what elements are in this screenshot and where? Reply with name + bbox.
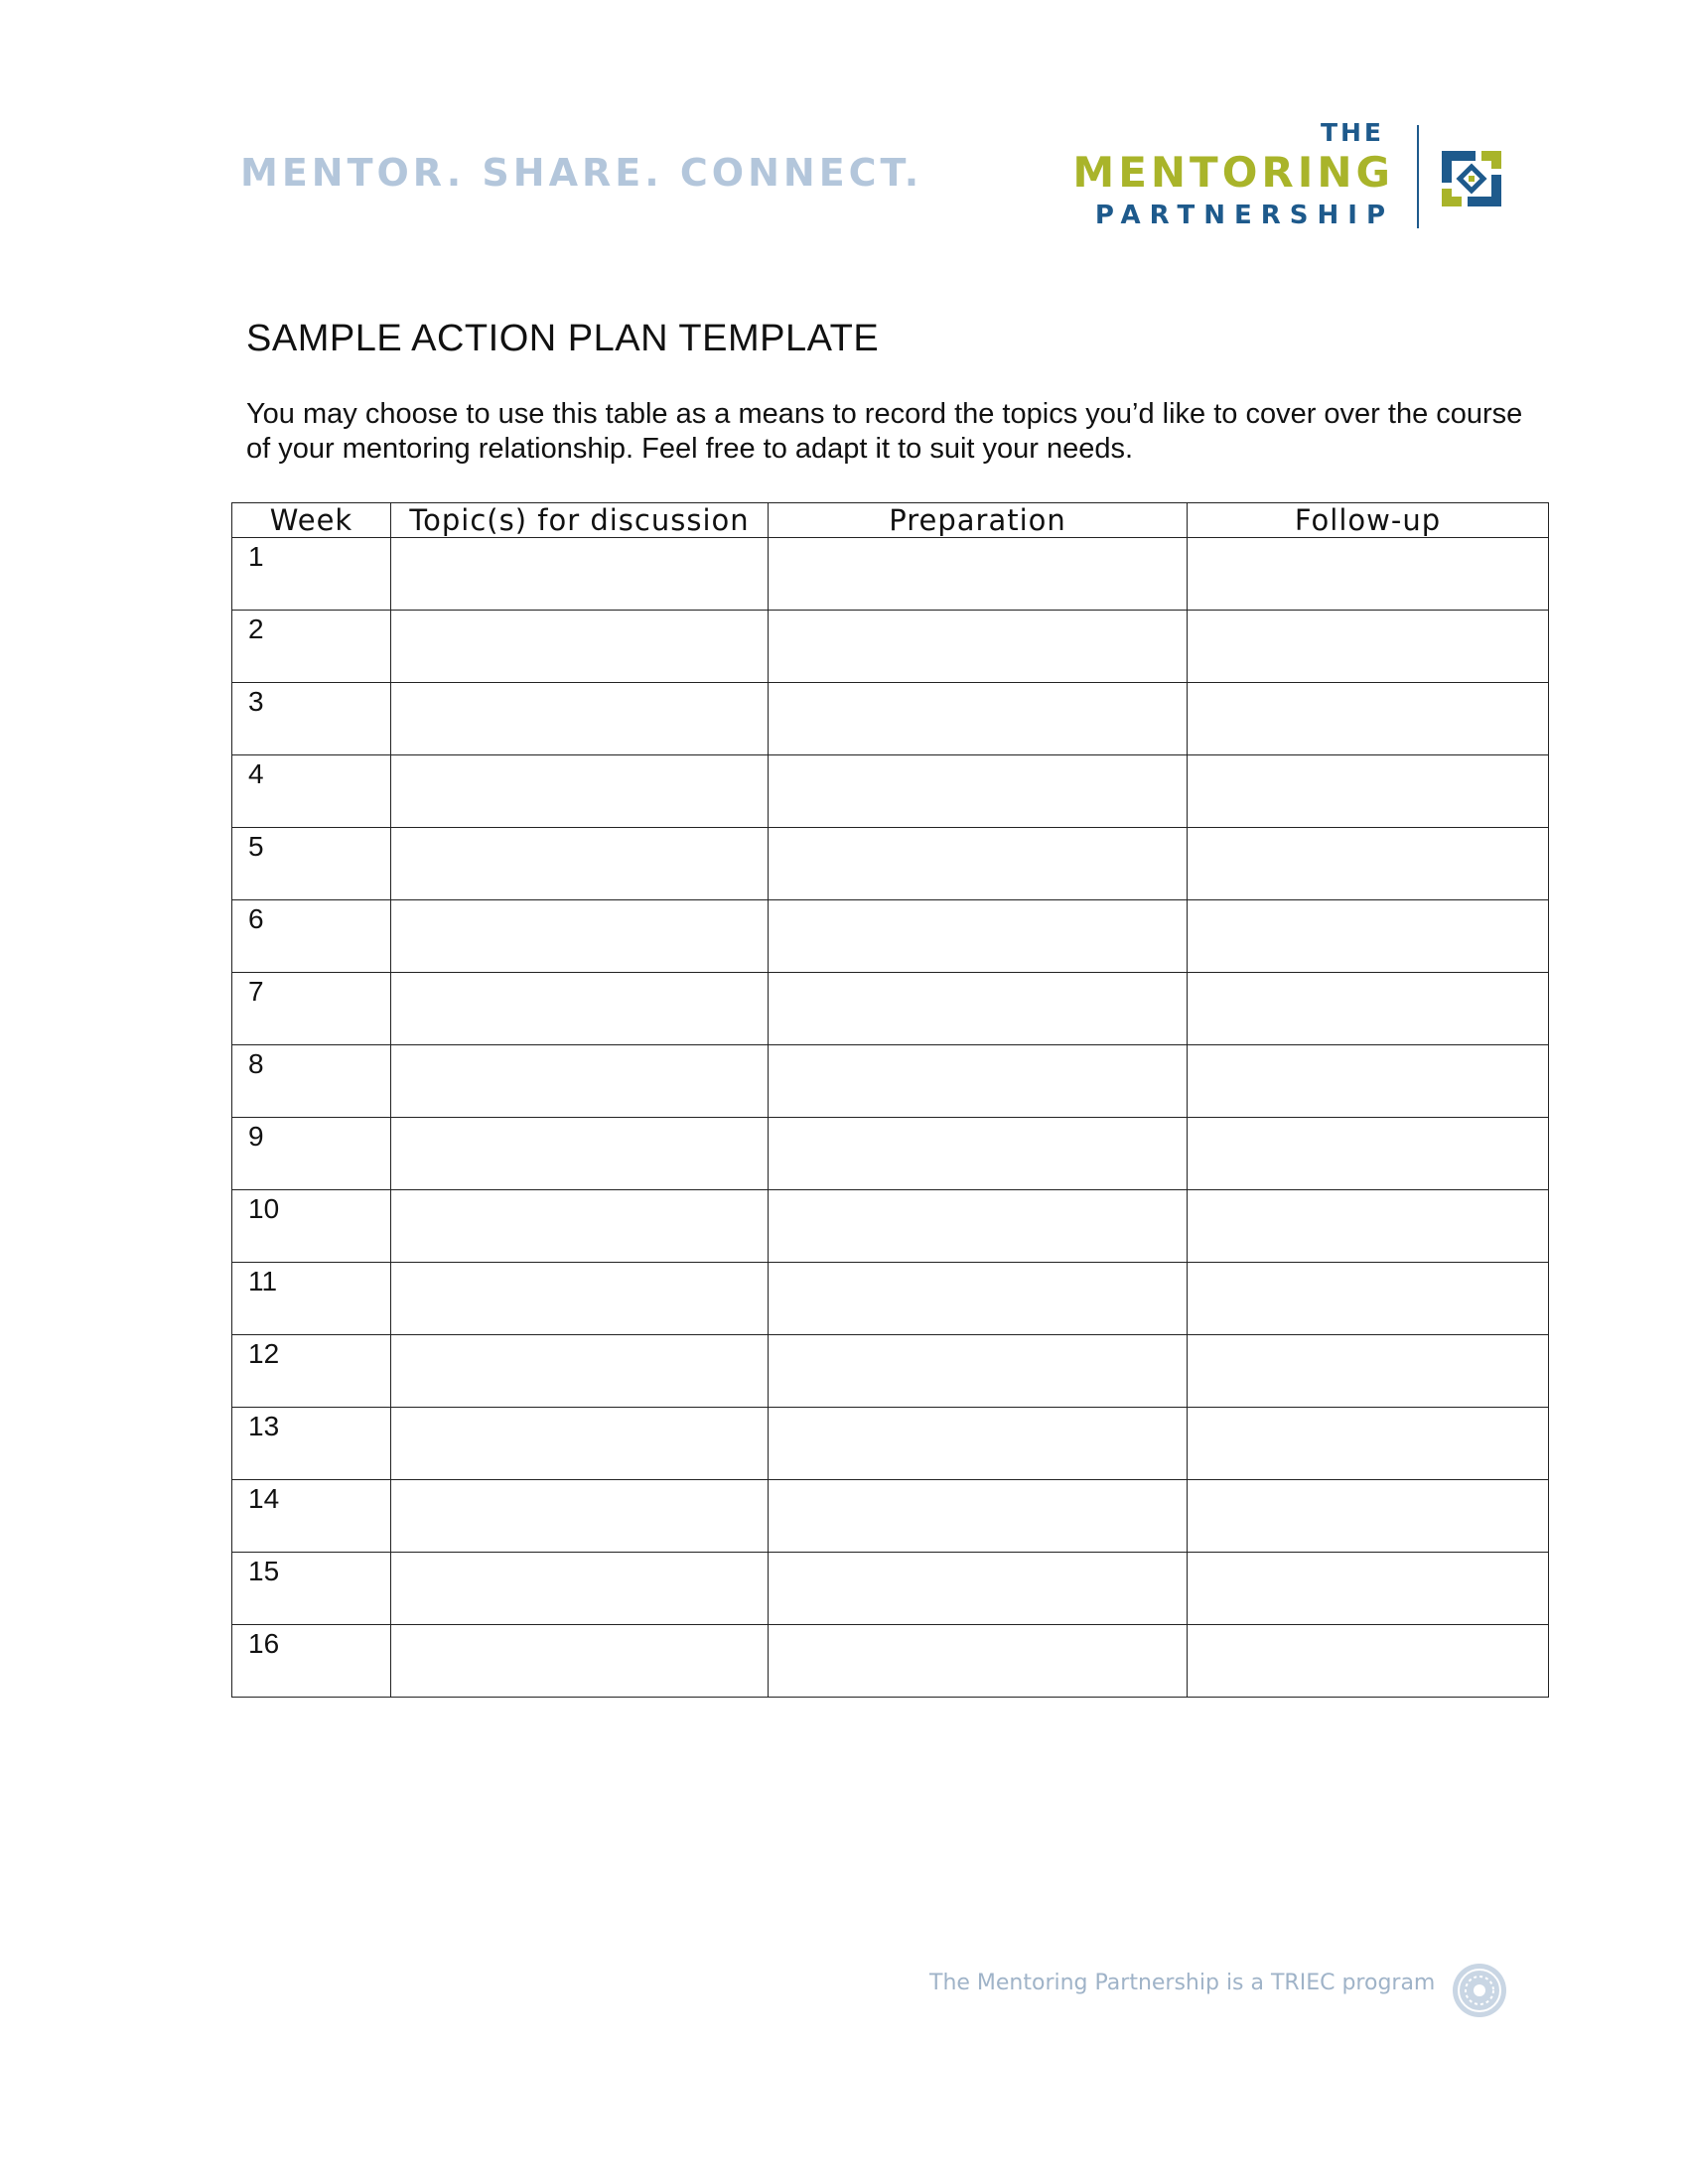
follow-up-cell[interactable] bbox=[1188, 1625, 1549, 1698]
preparation-cell[interactable] bbox=[769, 1408, 1188, 1480]
table-row bbox=[232, 1480, 1549, 1553]
logo-mark-icon bbox=[1436, 143, 1507, 214]
week-cell: 7 bbox=[232, 973, 391, 1045]
preparation-cell[interactable] bbox=[769, 683, 1188, 755]
topics-cell[interactable] bbox=[391, 538, 769, 611]
follow-up-cell[interactable] bbox=[1188, 1118, 1549, 1190]
header-topics: Topic(s) for discussion bbox=[391, 503, 769, 538]
topics-cell[interactable] bbox=[391, 900, 769, 973]
table-row bbox=[232, 1263, 1549, 1335]
table-row bbox=[232, 755, 1549, 828]
intro-paragraph: You may choose to use this table as a means to record the topics you’d like to cover over the course of your mentoring relationship. Feel free to adapt it to suit your needs. bbox=[246, 398, 1523, 465]
page-title: SAMPLE ACTION PLAN TEMPLATE bbox=[246, 318, 880, 359]
preparation-cell[interactable] bbox=[769, 1335, 1188, 1408]
follow-up-cell[interactable] bbox=[1188, 1408, 1549, 1480]
table-row bbox=[232, 1190, 1549, 1263]
table-row bbox=[232, 973, 1549, 1045]
week-cell: 5 bbox=[232, 828, 391, 900]
follow-up-cell[interactable] bbox=[1188, 900, 1549, 973]
header-week: Week bbox=[232, 503, 391, 538]
topics-cell[interactable] bbox=[391, 1263, 769, 1335]
preparation-cell[interactable] bbox=[769, 828, 1188, 900]
follow-up-cell[interactable] bbox=[1188, 1553, 1549, 1625]
week-cell: 8 bbox=[232, 1045, 391, 1118]
topics-cell[interactable] bbox=[391, 1480, 769, 1553]
follow-up-cell[interactable] bbox=[1188, 828, 1549, 900]
follow-up-cell[interactable] bbox=[1188, 1263, 1549, 1335]
topics-cell[interactable] bbox=[391, 683, 769, 755]
follow-up-cell[interactable] bbox=[1188, 973, 1549, 1045]
topics-cell[interactable] bbox=[391, 1625, 769, 1698]
logo-divider bbox=[1417, 125, 1419, 228]
table-row bbox=[232, 1118, 1549, 1190]
logo-the: THE bbox=[1320, 118, 1384, 147]
topics-cell[interactable] bbox=[391, 1045, 769, 1118]
follow-up-cell[interactable] bbox=[1188, 1045, 1549, 1118]
table-row bbox=[232, 611, 1549, 683]
week-cell: 11 bbox=[232, 1263, 391, 1335]
preparation-cell[interactable] bbox=[769, 611, 1188, 683]
logo bbox=[1072, 117, 1519, 236]
follow-up-cell[interactable] bbox=[1188, 1480, 1549, 1553]
preparation-cell[interactable] bbox=[769, 1190, 1188, 1263]
preparation-cell[interactable] bbox=[769, 1480, 1188, 1553]
preparation-cell[interactable] bbox=[769, 1553, 1188, 1625]
topics-cell[interactable] bbox=[391, 1190, 769, 1263]
week-cell: 10 bbox=[232, 1190, 391, 1263]
follow-up-cell[interactable] bbox=[1188, 755, 1549, 828]
table-row bbox=[232, 900, 1549, 973]
follow-up-cell[interactable] bbox=[1188, 611, 1549, 683]
topics-cell[interactable] bbox=[391, 1553, 769, 1625]
preparation-cell[interactable] bbox=[769, 755, 1188, 828]
header-follow-up: Follow-up bbox=[1188, 503, 1549, 538]
follow-up-cell[interactable] bbox=[1188, 538, 1549, 611]
topics-cell[interactable] bbox=[391, 1335, 769, 1408]
preparation-cell[interactable] bbox=[769, 1118, 1188, 1190]
table-row bbox=[232, 683, 1549, 755]
week-cell: 16 bbox=[232, 1625, 391, 1698]
table-row bbox=[232, 1045, 1549, 1118]
follow-up-cell[interactable] bbox=[1188, 1190, 1549, 1263]
week-cell: 2 bbox=[232, 611, 391, 683]
follow-up-cell[interactable] bbox=[1188, 1335, 1549, 1408]
tagline: MENTOR. SHARE. CONNECT. bbox=[240, 151, 923, 195]
table-row bbox=[232, 1335, 1549, 1408]
footer-text: The Mentoring Partnership is a TRIEC program bbox=[929, 1971, 1436, 1995]
table-row bbox=[232, 1625, 1549, 1698]
week-cell: 13 bbox=[232, 1408, 391, 1480]
week-cell: 12 bbox=[232, 1335, 391, 1408]
preparation-cell[interactable] bbox=[769, 900, 1188, 973]
preparation-cell[interactable] bbox=[769, 538, 1188, 611]
logo-wordmark bbox=[1072, 117, 1394, 234]
week-cell: 15 bbox=[232, 1553, 391, 1625]
topics-cell[interactable] bbox=[391, 611, 769, 683]
week-cell: 4 bbox=[232, 755, 391, 828]
preparation-cell[interactable] bbox=[769, 973, 1188, 1045]
action-plan-table bbox=[231, 502, 1549, 1698]
header-preparation: Preparation bbox=[769, 503, 1188, 538]
table-row bbox=[232, 1553, 1549, 1625]
topics-cell[interactable] bbox=[391, 755, 769, 828]
week-cell: 6 bbox=[232, 900, 391, 973]
preparation-cell[interactable] bbox=[769, 1045, 1188, 1118]
logo-mentoring: MENTORING bbox=[1072, 148, 1394, 197]
week-cell: 1 bbox=[232, 538, 391, 611]
week-cell: 3 bbox=[232, 683, 391, 755]
week-cell: 14 bbox=[232, 1480, 391, 1553]
topics-cell[interactable] bbox=[391, 973, 769, 1045]
topics-cell[interactable] bbox=[391, 828, 769, 900]
table-row bbox=[232, 538, 1549, 611]
topics-cell[interactable] bbox=[391, 1118, 769, 1190]
follow-up-cell[interactable] bbox=[1188, 683, 1549, 755]
table-row bbox=[232, 828, 1549, 900]
triec-seal-icon bbox=[1450, 1961, 1509, 2020]
preparation-cell[interactable] bbox=[769, 1625, 1188, 1698]
logo-partnership: PARTNERSHIP bbox=[1094, 201, 1394, 230]
week-cell: 9 bbox=[232, 1118, 391, 1190]
table-header-row bbox=[232, 503, 1549, 538]
topics-cell[interactable] bbox=[391, 1408, 769, 1480]
preparation-cell[interactable] bbox=[769, 1263, 1188, 1335]
table-row bbox=[232, 1408, 1549, 1480]
